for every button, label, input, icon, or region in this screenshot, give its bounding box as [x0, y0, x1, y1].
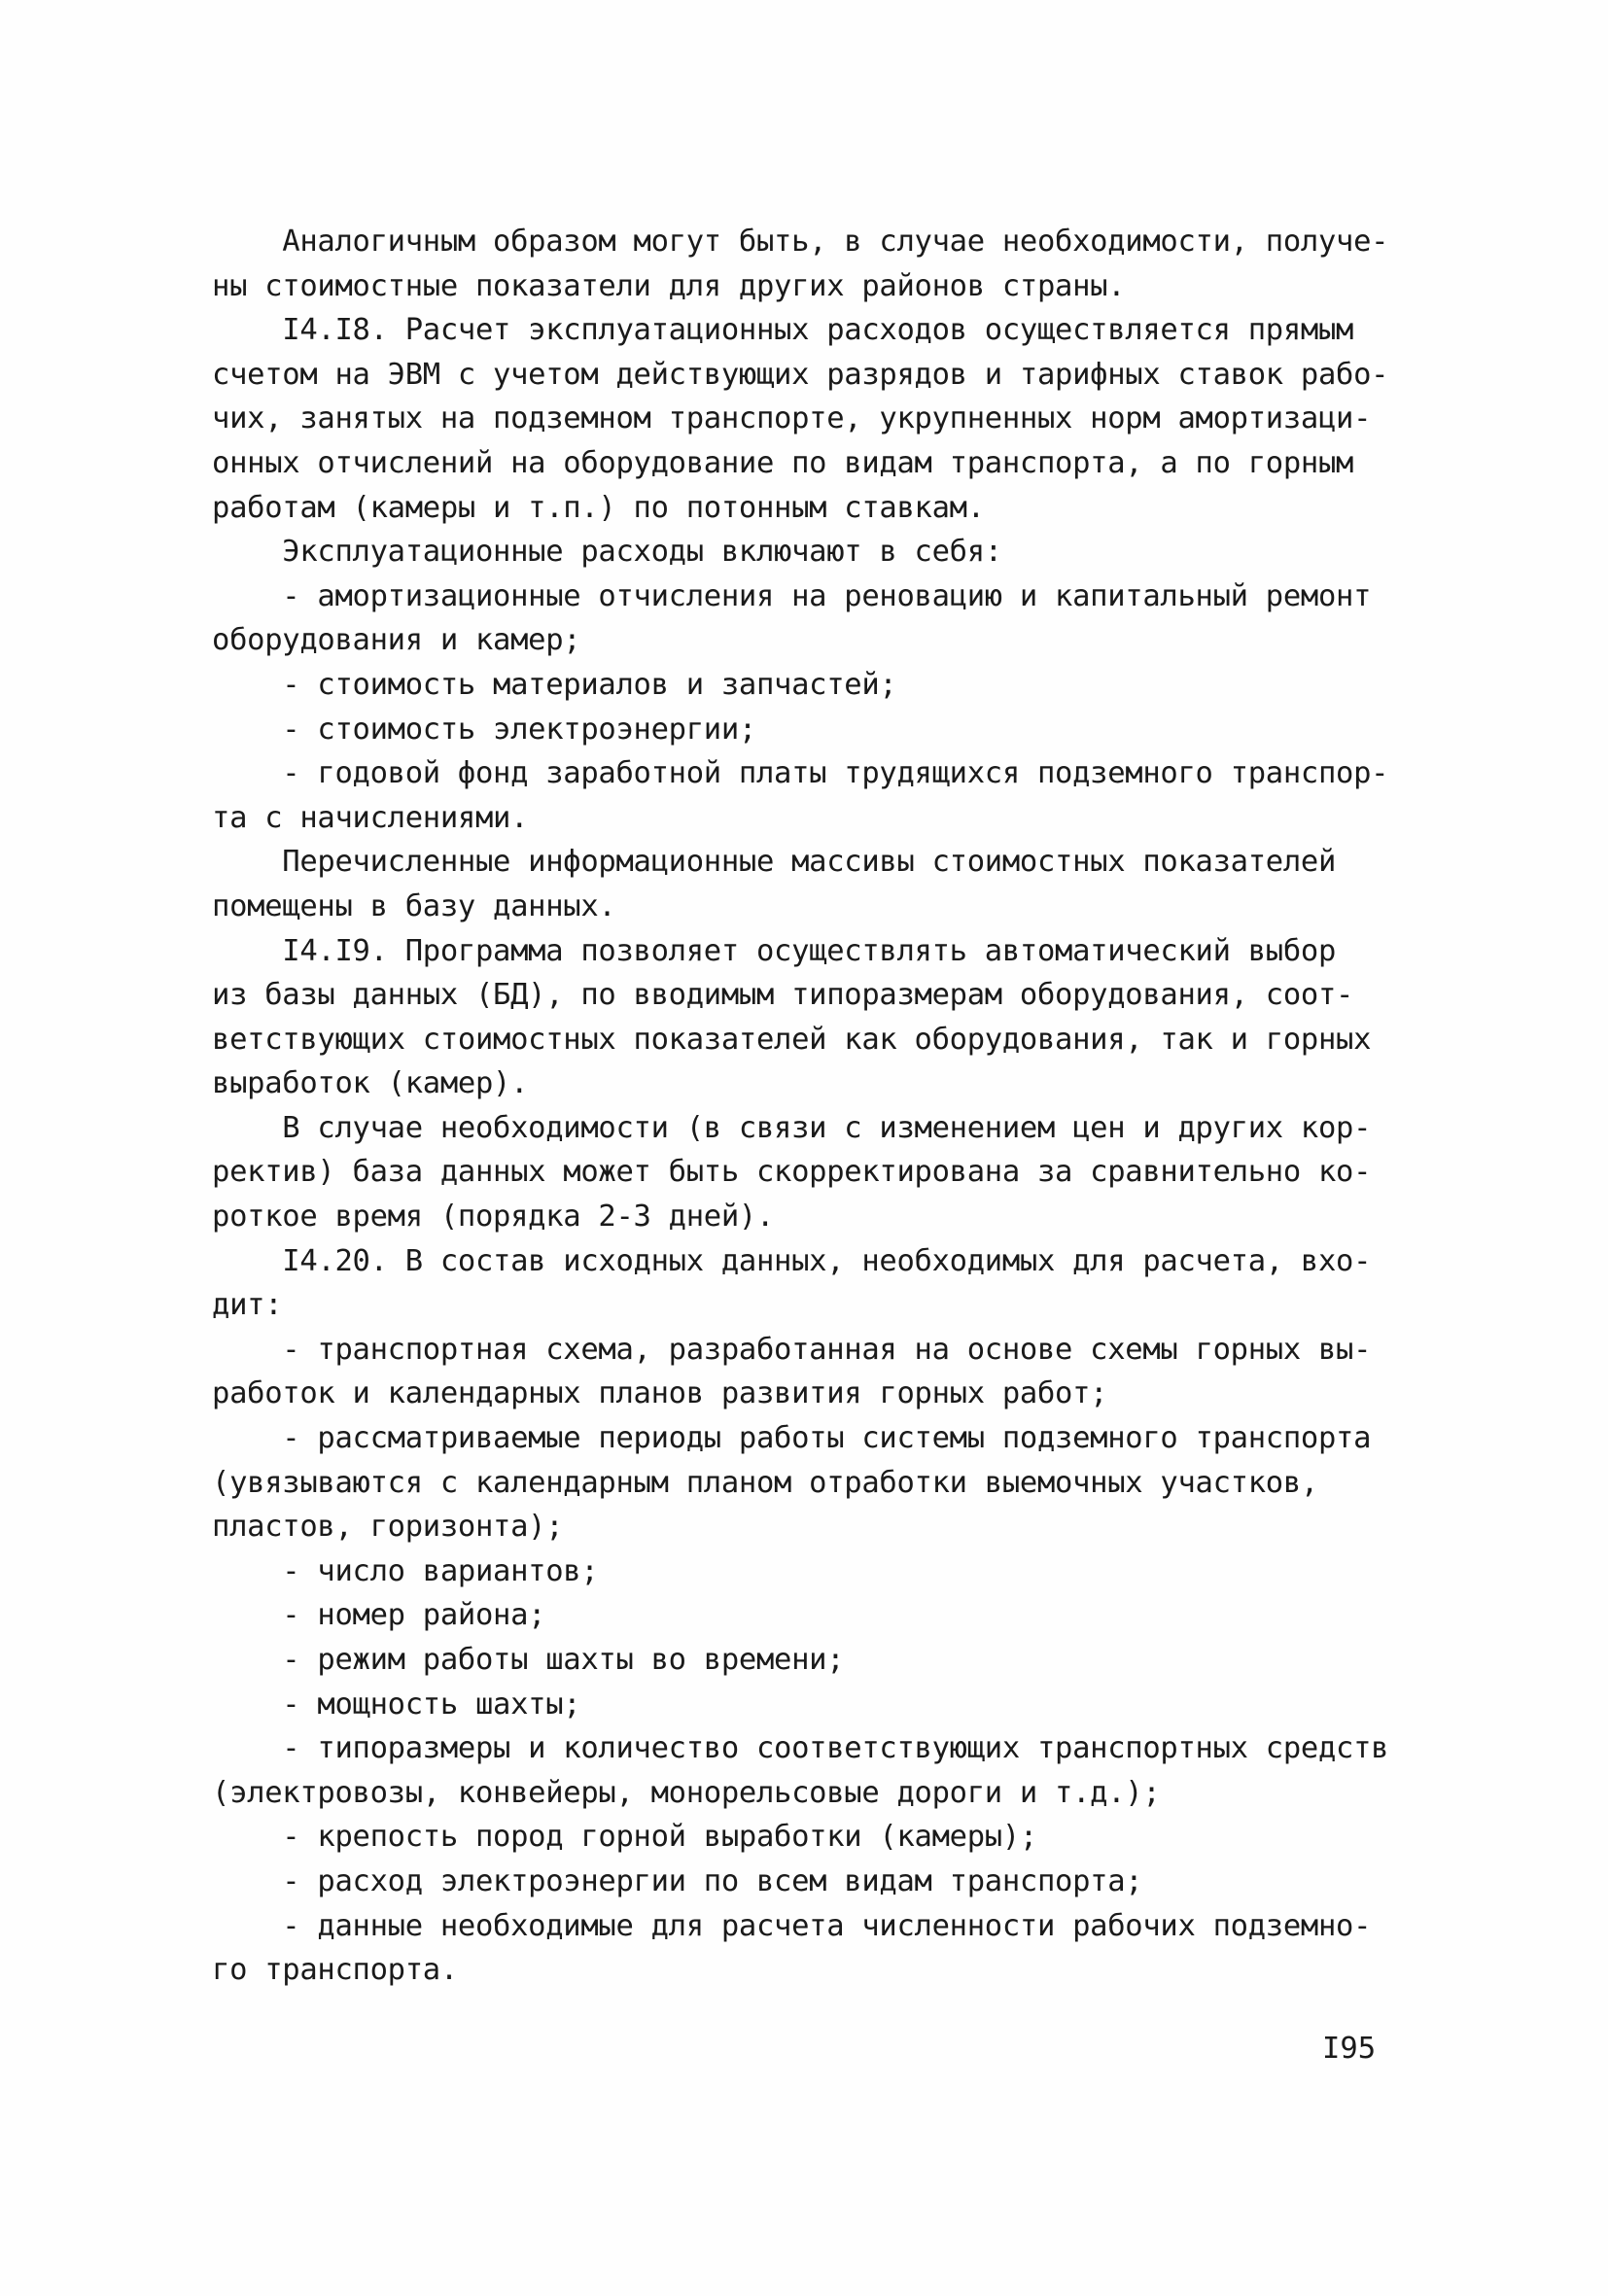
- text-line: выработок (камер).: [212, 1066, 529, 1101]
- text-line: счетом на ЭВМ с учетом действующих разрядов и тарифных ставок рабо-: [212, 357, 1389, 392]
- text-line: пластов, горизонта);: [212, 1510, 564, 1545]
- text-line: В случае необходимости (в связи с изменением цен и других кор-: [212, 1110, 1372, 1145]
- text-line: го транспорта.: [212, 1953, 458, 1988]
- text-line: - стоимость материалов и запчастей;: [212, 667, 897, 702]
- text-line: из базы данных (БД), по вводимым типоразмерам оборудования, соот-: [212, 978, 1354, 1013]
- text-line: Аналогичным образом могут быть, в случае необходимости, получе-: [212, 225, 1389, 259]
- text-line: ветствующих стоимостных показателей как оборудования, так и горных: [212, 1022, 1372, 1057]
- text-line: - данные необходимые для расчета численности рабочих подземно-: [212, 1908, 1372, 1943]
- text-line: (увязываются с календарным планом отработки выемочных участков,: [212, 1465, 1318, 1500]
- page-number: I95: [1322, 2032, 1377, 2066]
- text-line: работам (камеры и т.п.) по потонным ставкам.: [212, 490, 985, 525]
- text-line: I4.I8. Расчет эксплуатационных расходов осуществляется прямым: [212, 313, 1354, 348]
- text-line: - стоимость электроэнергии;: [212, 712, 756, 747]
- text-line: чих, занятых на подземном транспорте, укрупненных норм амортизаци-: [212, 401, 1372, 436]
- text-line: онных отчислений на оборудование по видам транспорта, а по горным: [212, 445, 1354, 480]
- text-line: - расход электроэнергии по всем видам транспорта;: [212, 1863, 1143, 1898]
- text-line: дит:: [212, 1288, 283, 1323]
- text-line: роткое время (порядка 2-3 дней).: [212, 1200, 775, 1235]
- text-line: ны стоимостные показатели для других районов страны.: [212, 268, 1126, 303]
- text-line: - крепость пород горной выработки (камеры);: [212, 1820, 1037, 1855]
- text-line: Эксплуатационные расходы включают в себя:: [212, 535, 1002, 570]
- body-text: [212, 220, 1427, 1993]
- text-line: I4.20. В состав исходных данных, необходимых для расчета, вхо-: [212, 1243, 1372, 1278]
- text-line: помещены в базу данных.: [212, 888, 616, 923]
- text-line: (электровозы, конвейеры, монорельсовые дороги и т.д.);: [212, 1775, 1161, 1810]
- text-line: - режим работы шахты во времени;: [212, 1643, 845, 1677]
- text-line: Перечисленные информационные массивы стоимостных показателей: [212, 845, 1337, 880]
- text-line: работок и календарных планов развития горных работ;: [212, 1376, 1108, 1411]
- text-line: - годовой фонд заработной платы трудящихся подземного транспор-: [212, 756, 1389, 791]
- text-line: - типоразмеры и количество соответствующих транспортных средств: [212, 1731, 1389, 1766]
- text-line: ректив) база данных может быть скорректирована за сравнительно ко-: [212, 1155, 1372, 1190]
- text-line: та с начислениями.: [212, 800, 529, 835]
- text-line: - мощность шахты;: [212, 1687, 581, 1722]
- text-line: - рассматриваемые периоды работы системы подземного транспорта: [212, 1421, 1372, 1456]
- text-line: - транспортная схема, разработанная на основе схемы горных вы-: [212, 1332, 1372, 1367]
- text-line: I4.I9. Программа позволяет осуществлять автоматический выбор: [212, 933, 1337, 968]
- text-line: - номер района;: [212, 1598, 546, 1633]
- text-line: - амортизационные отчисления на реновацию и капитальный ремонт: [212, 578, 1372, 613]
- text-line: оборудования и камер;: [212, 623, 581, 658]
- text-line: - число вариантов;: [212, 1553, 599, 1588]
